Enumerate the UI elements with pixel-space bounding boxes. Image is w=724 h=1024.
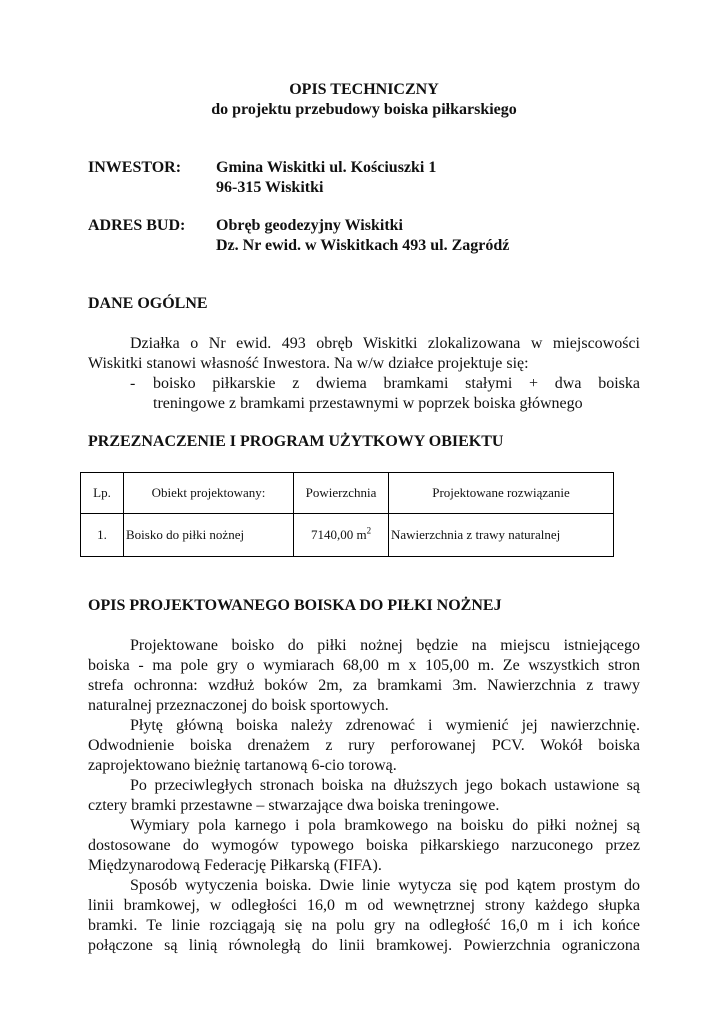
bullet-dash: - [130,375,136,392]
general-paragraph-line: Działka o Nr ewid. 493 obręb Wiskitki zlokalizowana w miejscowości [130,335,640,352]
table-cell-area [294,514,389,557]
description-line: Wymiary pola karnego i pola bramkowego na boisku do piłki nożnej są [130,817,640,834]
description-line: Projektowane boisko do piłki nożnej będzie na miejscu istniejącego [130,637,640,654]
section-heading-general: DANE OGÓLNE [88,295,208,312]
investor-postal: 96-315 Wiskitki [216,179,324,196]
address-area: Obręb geodezyjny Wiskitki [216,217,403,234]
description-line: połączone są linią równoległą do linii bramkowej. Powierzchnia ograniczona [88,937,640,954]
area-value: 7140,00 m [310,527,367,542]
description-line: Po przeciwległych stronach boiska na dłuższych jego bokach ustawione są [130,777,640,794]
description-line: Płytę główną boiska należy zdrenować i wymienić jej nawierzchnię. [130,717,640,734]
table-cell-object: Boisko do piłki nożnej [124,514,294,557]
document-subtitle: do projektu przebudowy boiska piłkarskiego [211,101,517,118]
description-line: linii bramkowej, w odległości 16,0 m od wewnętrznej strony każdego słupka [88,897,640,914]
table-header-cell: Lp. [81,473,124,514]
area-unit-exponent: 2 [366,525,372,536]
description-line: boiska - ma pole gry o wymiarach 68,00 m x 105,00 m. Ze wszystkich stron [88,657,640,674]
description-line: Sposób wytyczenia boiska. Dwie linie wytycza się pod kątem prostym do [130,877,640,894]
table-header-cell: Powierzchnia [294,473,389,514]
description-line: dostosowane do wymogów typowego boiska piłkarskiego narzuconego przez [88,837,640,854]
general-paragraph-line: Wiskitki stanowi własność Inwestora. Na w/w działce projektuje się: [88,355,529,372]
description-line: cztery bramki przestawne – stwarzające dwa boiska treningowe. [88,797,500,814]
description-line: naturalnej przeznaczonej do boisk sportowych. [88,697,389,714]
address-plot: Dz. Nr ewid. w Wiskitkach 493 ul. Zagródź [216,237,510,254]
address-label: ADRES BUD: [88,217,186,234]
section-heading-purpose: PRZEZNACZENIE I PROGRAM UŻYTKOWY OBIEKTU [88,433,504,450]
description-line: zaprojektowano bieżnię tartanową 6-cio torową. [88,757,397,774]
table-header-cell: Obiekt projektowany: [124,473,294,514]
program-table [80,472,614,557]
table-header-cell: Projektowane rozwiązanie [389,473,614,514]
bullet-text-line: boisko piłkarskie z dwiema bramkami stałymi + dwa boiska [153,375,640,392]
table-cell-solution: Nawierzchnia z trawy naturalnej [389,514,614,557]
table-cell-lp: 1. [81,514,124,557]
description-line: Odwodnienie boiska drenażem z rury perforowanej PCV. Wokół boiska [88,737,640,754]
description-line: strefa ochronna: wzdłuż boków 2m, za bramkami 3m. Nawierzchnia z trawy [88,677,640,694]
bullet-text-line: treningowe z bramkami przestawnymi w poprzek boiska głównego [153,395,583,412]
document-title: OPIS TECHNICZNY [289,81,439,98]
description-line: bramki. Te linie rozciągają się na polu gry na odległość 16,0 m i ich końce [88,917,640,934]
investor-name: Gmina Wiskitki ul. Kościuszki 1 [216,159,437,176]
table-row [81,514,614,557]
investor-label: INWESTOR: [88,159,182,176]
table-header-row [81,473,614,514]
section-heading-description: OPIS PROJEKTOWANEGO BOISKA DO PIŁKI NOŻNEJ [88,597,502,614]
description-line: Międzynarodową Federację Piłkarską (FIFA). [88,857,382,874]
